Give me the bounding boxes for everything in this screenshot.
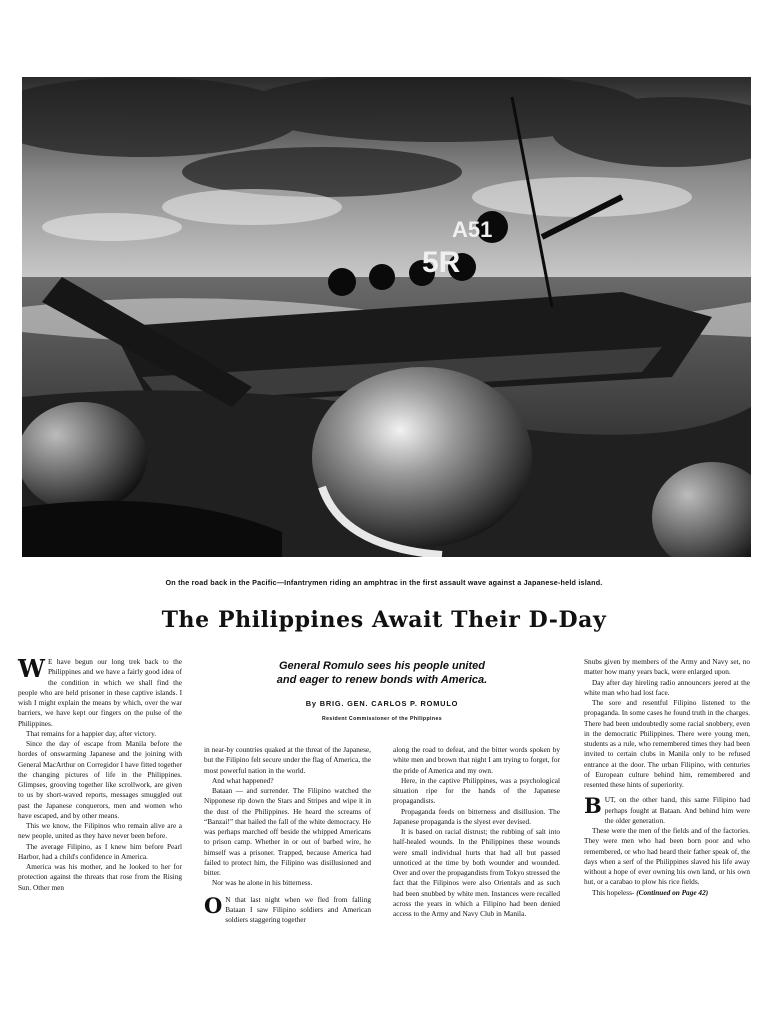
paragraph: W E have begun our long trek back to the Philippines and we have a fairly good idea of the condition in which we shall find the people who are held prisoner in these captive islands. I wish I might explain the means by which, over the war barriers, we have kept our fingers on the pulse of the Philippines. [18,654,182,728]
paragraph: O N that last night when we fled from falling Bataan I saw Filipino soldiers and American soldiers staggering together [204,892,371,924]
headline: The Philippines Await Their D-Day [161,607,607,633]
article-column-4 [584,657,750,898]
deck-line-2: and eager to renew bonds with America. [276,674,488,686]
article-column-2 [204,745,371,925]
landing-craft-photo [22,77,751,557]
deck-line-1: General Romulo sees his people united [279,660,485,672]
article-deck [218,659,546,722]
paragraph: Snubs given by members of the Army and Navy set, no matter how many years back, were enlarged upon. [584,657,750,677]
photo-caption: On the road back in the Pacific—Infantrymen riding an amphtrac in the first assault wave against a Japanese-held island. [165,578,603,587]
paragraph: in near-by countries quaked at the threat of the Japanese, but the Filipino felt secure under the flag of America, the most powerful nation in the world. [204,745,371,775]
article-column-1 [18,654,182,893]
paragraph: These were the men of the fields and of the factories. They were men who had been born poor and who remembered, or who had heard their father speak of, the days when a serf of the Philippines slaved his life away without a hope of ever owning his own land, or his own hut, or a carabao to plow his rice fields. [584,826,750,887]
paragraph: It is based on racial distrust; the rubbing of salt into half-healed wounds. In the Philippines these wounds were small individual hurts that had all but passed unnoticed at the time by both wounder and wounded. Over and over the propagandists from Tokyo stressed the fact that the Filipinos were also Orientals and as such had been snubbed by white men. Instances were recalled across the years in which a Filipino had been denied access to the Army and Navy Club in Manila. [393,827,560,918]
paragraph: Bataan — and surrender. The Filipino watched the Nipponese rip down the Stars and Stripes and wipe it in the dust of the Philippines. He heard the screams of “Banzai!” that hailed the fall of the white democracy. He was perhaps marched off beside the whipped Americans to prison camp. Whether in or out of barbed wire, he himself was a prisoner. Trapped, because America had failed to protect him, the Filipino was disillusioned and bitter. [204,786,371,877]
paragraph: Here, in the captive Philippines, was a psychological situation ripe for the hands of the Japanese propagandists. [393,775,560,806]
paragraph: This we know, the Filipinos who remain alive are a new people, united as they have never been before. [18,821,182,841]
paragraph: The sore and resentful Filipino listened to the propaganda. In some cases he found truth in the charges. There had been undoubtedly some racial snobbery, even in the democratic Philippines. There were young men, students as a rule, who remembered times they had been invited to certain clubs in Manila only to be refused entrance at the door. The urban Filipino, with centuries of European culture behind him, remembered and resented these hints of superiority. [584,698,750,789]
continued-note: (Continued on Page 42) [636,887,709,897]
hull-marking-a51: A51 [452,217,493,242]
paragraph: Propaganda feeds on bitterness and disillusion. The Japanese propaganda is the slyest ever devised. [393,806,560,826]
drop-cap: B [584,793,602,819]
paragraph: And what happened? [212,775,274,785]
paragraph: Since the day of escape from Manila before the hordes of onswarming Japanese and the joining with General MacArthur on Corregidor I have fitted together the changing pictures of life in the Philippines. Glimpses, grooving together like scrollwork, are given to us by short-waved reports, messages smuggled out past the Japanese conquerors, men and women who have escaped, and by other means. [18,739,182,820]
paragraph: Nor was he alone in his bitterness. [212,878,313,888]
photo-illustration [22,77,751,557]
paragraph: along the road to defeat, and the bitter words spoken by white men and brown that night I am trying to forget, for the pride of America and my own. [393,745,560,775]
drop-cap: O [204,892,223,918]
byline: By BRIG. GEN. CARLOS P. ROMULO [305,699,459,708]
article-column-3 [393,745,560,919]
paragraph: This hopeless- (Continued on Page 42) [592,887,709,897]
paragraph: Day after day hireling radio announcers jeered at the white man who had lost face. [584,677,750,697]
paragraph: That remains for a happier day, after victory. [26,728,157,738]
author-title: Resident Commissioner of the Philippines [321,716,443,722]
paragraph: BUT, on the other hand, this same Filipino had perhaps fought at Bataan. And behind him were the older generation. [584,793,750,825]
drop-cap: W [18,654,45,683]
hull-marking-5r: 5R [422,246,461,279]
paragraph: The average Filipino, as I knew him before Pearl Harbor, had a child's confidence in America. [18,841,182,861]
paragraph: America was his mother, and he looked to her for protection against the threats that rose from the Rising Sun. Other men [18,862,182,892]
